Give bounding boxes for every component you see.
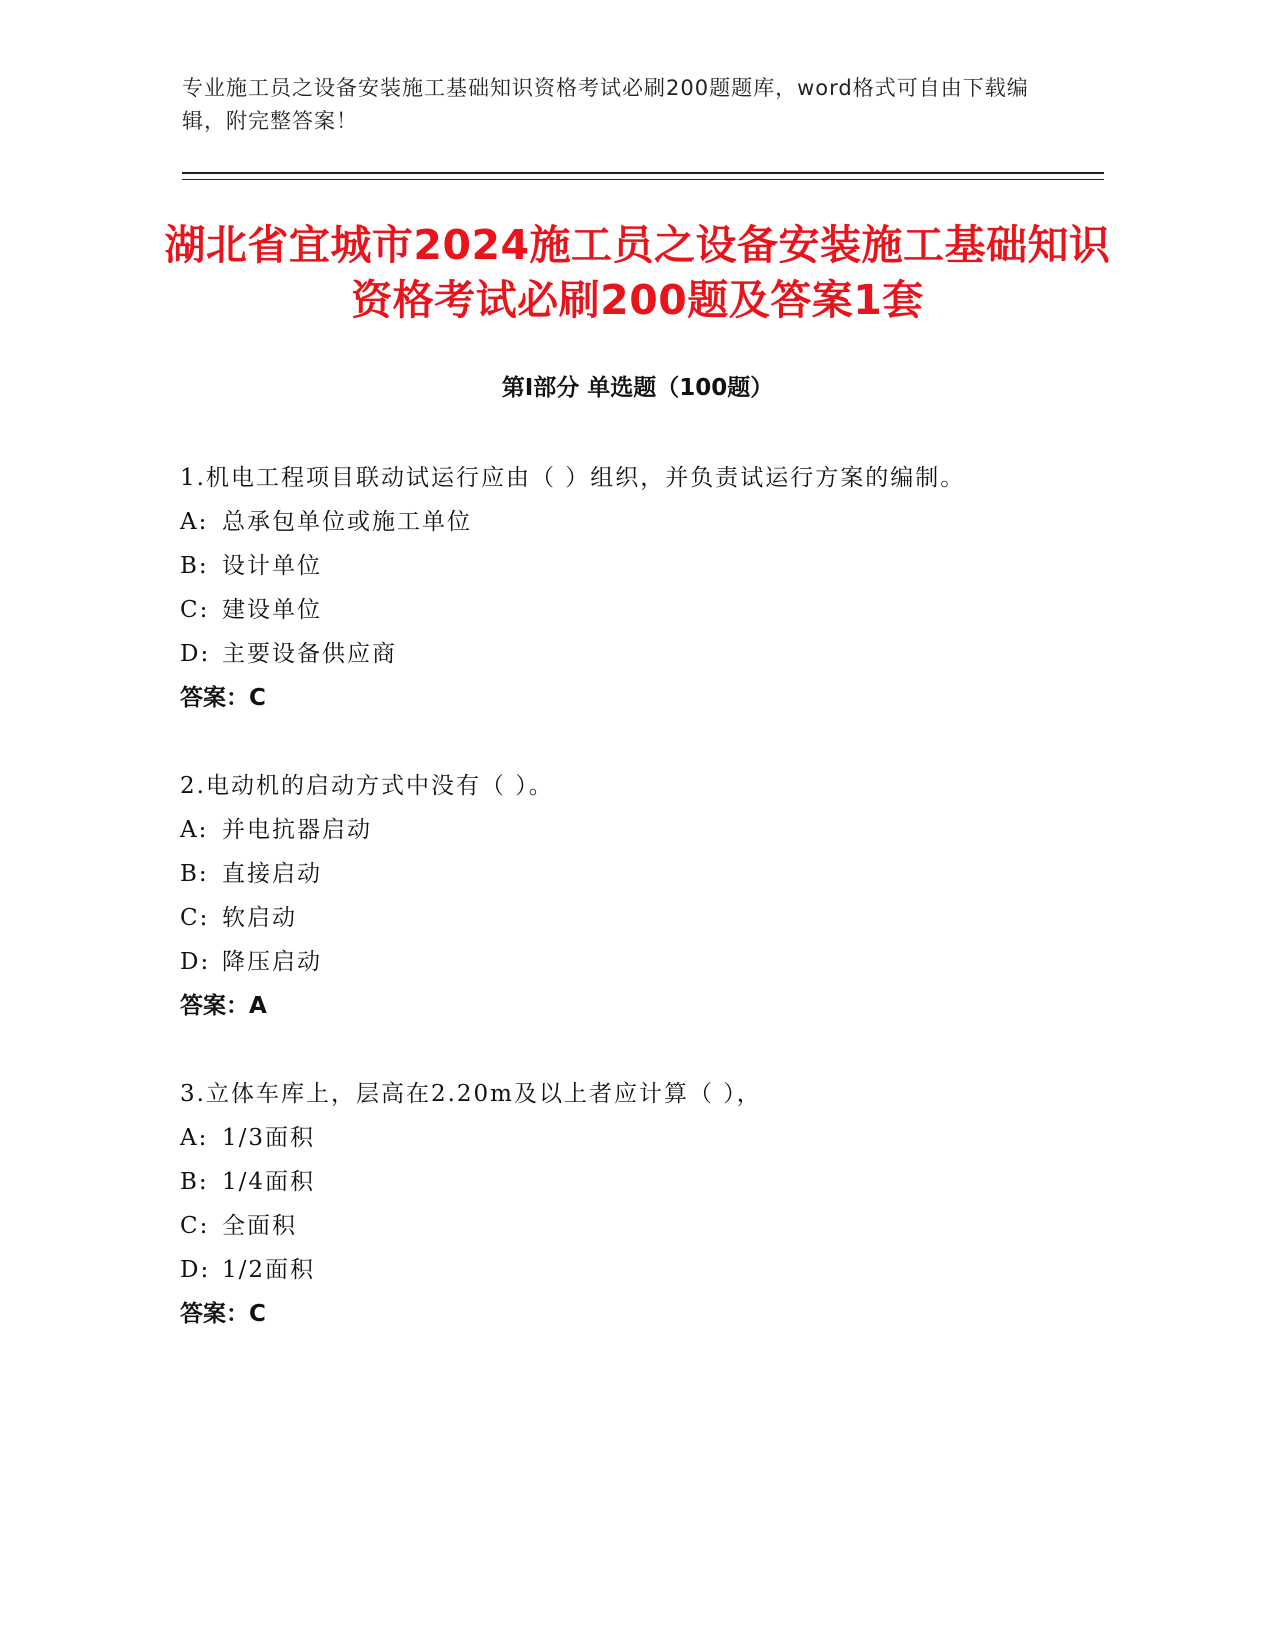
answer-value: A <box>249 993 267 1019</box>
option-label: C: <box>180 597 210 623</box>
document-title: 湖北省宜城市2024施工员之设备安装施工基础知识资格考试必刷200题及答案1套 <box>164 221 1111 324</box>
question-text: 2.电动机的启动方式中没有（ ）。 <box>180 773 554 799</box>
answer-value: C <box>249 685 266 711</box>
answer-line <box>180 676 1050 720</box>
question-item <box>180 764 1050 1028</box>
option-label: C: <box>180 1213 210 1239</box>
answer-prefix: 答案： <box>180 685 249 711</box>
question-list <box>180 456 1050 1380</box>
option-label: B: <box>180 861 209 887</box>
option-label: D: <box>180 641 211 667</box>
answer-line <box>180 1292 1050 1336</box>
option-label: D: <box>180 949 211 975</box>
option-d <box>180 632 1050 676</box>
answer-prefix: 答案： <box>180 993 249 1019</box>
answer-line <box>180 984 1050 1028</box>
option-text: 并电抗器启动 <box>222 817 372 843</box>
question-text: 1.机电工程项目联动试运行应由（ ）组织，并负责试运行方案的编制。 <box>180 465 966 491</box>
option-label: B: <box>180 553 209 579</box>
section-title: 第Ⅰ部分 单选题（100题） <box>501 375 774 401</box>
option-text: 全面积 <box>222 1213 297 1239</box>
option-label: A: <box>180 509 209 535</box>
option-a <box>180 1116 1050 1160</box>
option-text: 建设单位 <box>222 597 322 623</box>
option-text: 1/3面积 <box>222 1125 316 1151</box>
question-item <box>180 456 1050 720</box>
option-a <box>180 500 1050 544</box>
option-b <box>180 544 1050 588</box>
option-b <box>180 852 1050 896</box>
option-text: 1/2面积 <box>222 1257 316 1283</box>
option-c <box>180 1204 1050 1248</box>
option-label: D: <box>180 1257 211 1283</box>
option-label: C: <box>180 905 210 931</box>
option-text: 主要设备供应商 <box>222 641 397 667</box>
option-text: 降压启动 <box>222 949 322 975</box>
option-d <box>180 1248 1050 1292</box>
option-label: A: <box>180 817 209 843</box>
option-c <box>180 896 1050 940</box>
option-text: 直接启动 <box>222 861 322 887</box>
option-text: 总承包单位或施工单位 <box>222 509 472 535</box>
header-note: 专业施工员之设备安装施工基础知识资格考试必刷200题题库，word格式可自由下载编辑，附完整答案！ <box>182 76 1029 133</box>
option-d <box>180 940 1050 984</box>
option-text: 设计单位 <box>222 553 322 579</box>
option-text: 软启动 <box>222 905 297 931</box>
option-label: A: <box>180 1125 209 1151</box>
header-rule-thin <box>182 179 1104 180</box>
option-label: B: <box>180 1169 209 1195</box>
option-text: 1/4面积 <box>222 1169 316 1195</box>
option-c <box>180 588 1050 632</box>
header-rule-thick <box>182 172 1104 174</box>
answer-value: C <box>249 1301 266 1327</box>
question-item <box>180 1072 1050 1336</box>
question-text: 3.立体车库上，层高在2.20m及以上者应计算（ ）， <box>180 1081 762 1107</box>
answer-prefix: 答案： <box>180 1301 249 1327</box>
option-a <box>180 808 1050 852</box>
option-b <box>180 1160 1050 1204</box>
